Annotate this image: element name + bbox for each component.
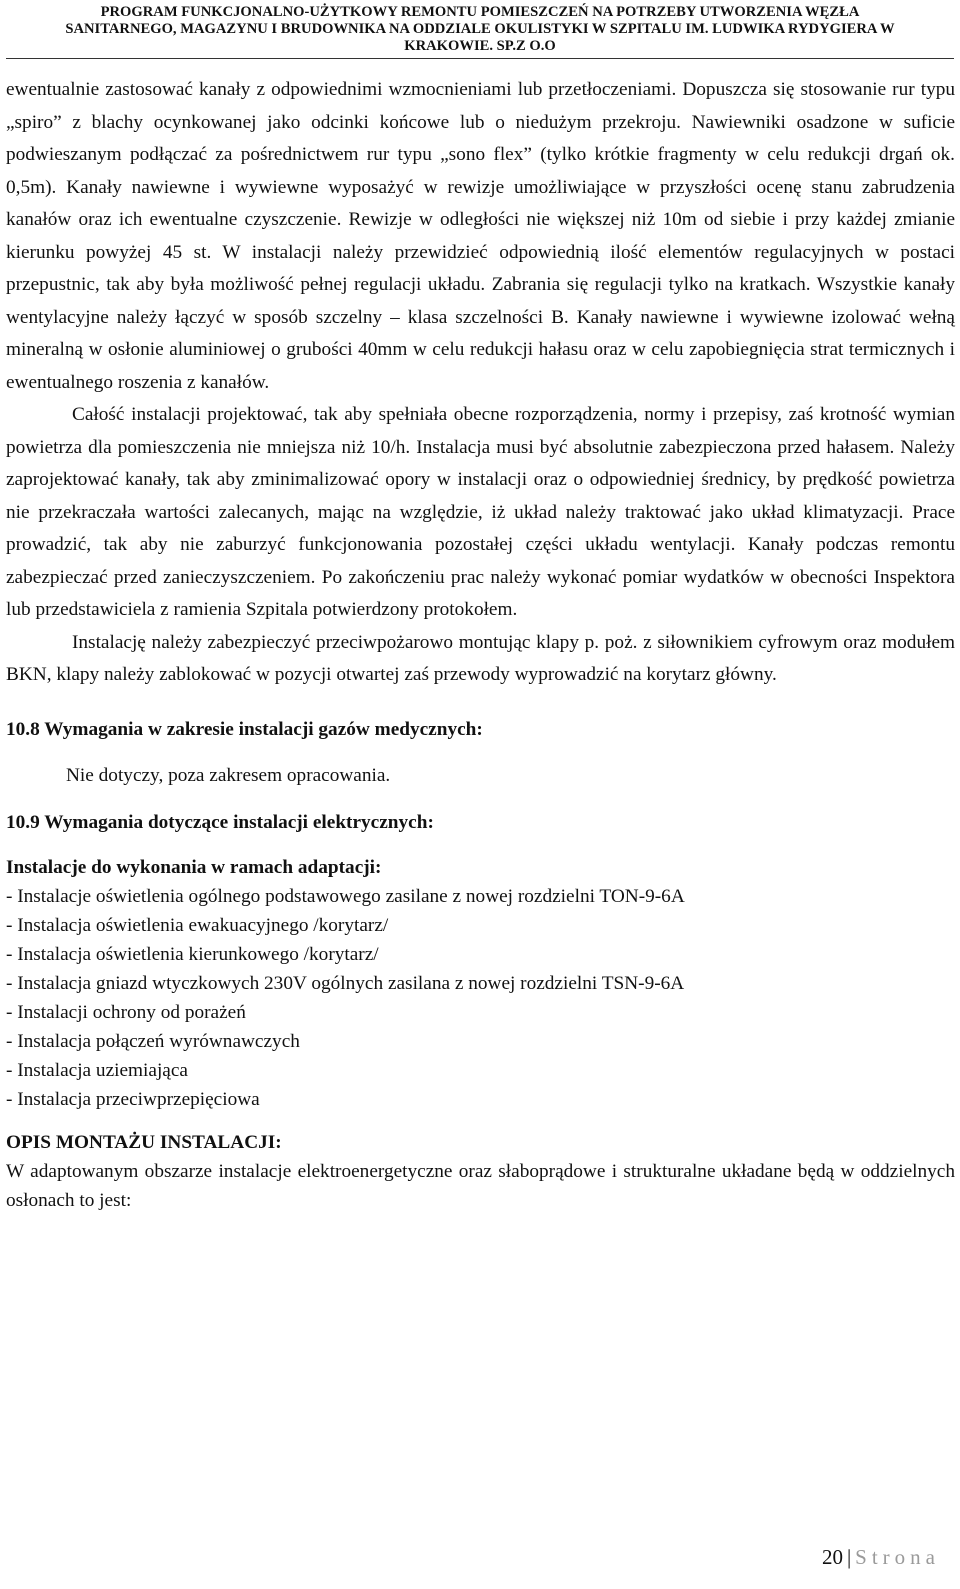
list-item: - Instalacja uziemiająca <box>6 1060 188 1081</box>
list-item: - Instalacja oświetlenia ewakuacyjnego /korytarz/ <box>6 915 389 936</box>
page-label: Strona <box>855 1545 940 1569</box>
subheading-montage: OPIS MONTAŻU INSTALACJI: <box>6 1132 282 1153</box>
paragraph-fire-protection: Instalację należy zabezpieczyć przeciwpożarowo montując klapy p. poż. z siłownikiem cyfrowym oraz modułem BKN, klapy należy zablokować w pozycji otwartej zaś przewody wyprowadzić na korytarz główny. <box>6 631 955 685</box>
section-heading-10-9: 10.9 Wymagania dotyczące instalacji elektrycznych: <box>6 811 434 833</box>
paragraph-installation-design: Całość instalacji projektować, tak aby spełniała obecne rozporządzenia, normy i przepisy, zaś krotność wymian powietrza dla pomieszczenia nie mniejsza niż 10/h. Instalacja musi być absolutnie zabezpieczona przed hałasem. Należy zaprojektować kanały, tak aby zminimalizować opory w instalacji oraz o odpowiedniej średnicy, by prędkość powietrza nie przekraczała wartości zalecanych, mając na względzie, iż układ należy traktować jako układ klimatyzacji. Prace prowadzić, tak aby nie zaburzyć funkcjonowania pozostałej części układu wentylacji. Kanały podczas remontu zabezpieczać przed zanieczyszczeniem. Po zakończeniu prac należy wykonać pomiar wydatków w obecności Inspektora lub przedstawiciela z ramienia Szpitala potwierdzony protokołem. <box>6 404 955 620</box>
paragraph-ventilation-ducts: ewentualnie zastosować kanały z odpowiednimi wzmocnieniami lub przetłoczeniami. Dopuszcza się stosowanie rur typu „spiro” z blachy ocynkowanej jako odcinki końcowe lub o niedużym przekroju. Nawiewniki osadzone w suficie podwieszanym podłączać za pośrednictwem rur typu „sono flex” (tylko krótkie fragmenty w celu redukcji drgań ok. 0,5m). Kanały nawiewne i wywiewne wyposażyć w rewizje umożliwiające w przyszłości ocenę stanu zabrudzenia kanałów oraz ich ewentualne czyszczenie. Rewizje w odległości nie większej niż 10m od siebie i przy każdej zmianie kierunku powyżej 45 st. W instalacji należy przewidzieć odpowiednią ilość elementów regulacyjnych w postaci przepustnic, tak aby była możliwość pełnej regulacji układu. Zabrania się regulacji tylko na kratkach. Wszystkie kanały wentylacyjne należy łączyć w sposób szczelny – klasa szczelności B. Kanały nawiewne i wywiewne izolować wełną mineralną w osłonie aluminiowej o grubości 40mm w celu redukcji hałasu oraz w celu zapobiegnięcia strat termicznych i ewentualnego roszenia z kanałów. <box>6 79 955 393</box>
section-heading-10-8: 10.8 Wymagania w zakresie instalacji gazów medycznych: <box>6 718 483 740</box>
header-divider <box>6 58 954 59</box>
list-item: - Instalacja przeciwprzepięciowa <box>6 1089 260 1110</box>
installations-list <box>6 882 955 1114</box>
list-item: - Instalacji ochrony od porażeń <box>6 1002 246 1023</box>
subheading-installations: Instalacje do wykonania w ramach adaptacji: <box>6 857 382 878</box>
document-header <box>20 4 940 55</box>
header-line-2: SANITARNEGO, MAGAZYNU I BRUDOWNIKA NA ODDZIALE OKULISTYKI W SZPITALU IM. LUDWIKA RYDYGIERA W <box>65 21 895 37</box>
footer-separator: | <box>846 1545 852 1569</box>
header-line-3: KRAKOWIE. SP.Z O.O <box>404 38 556 54</box>
section-10-8-text: Nie dotyczy, poza zakresem opracowania. <box>66 765 391 786</box>
document-body <box>6 74 955 1215</box>
page-footer <box>822 1542 940 1572</box>
list-item: - Instalacja gniazd wtyczkowych 230V ogólnych zasilana z nowej rozdzielni TSN-9-6A <box>6 973 685 994</box>
header-line-1: PROGRAM FUNKCJONALNO-UŻYTKOWY REMONTU POMIESZCZEŃ NA POTRZEBY UTWORZENIA WĘZŁA <box>100 4 860 20</box>
page-number: 20 <box>821 1545 843 1569</box>
list-item: - Instalacja połączeń wyrównawczych <box>6 1031 300 1052</box>
list-item: - Instalacja oświetlenia kierunkowego /korytarz/ <box>6 944 379 965</box>
list-item: - Instalacje oświetlenia ogólnego podstawowego zasilane z nowej rozdzielni TON-9-6A <box>6 886 685 907</box>
montage-text: W adaptowanym obszarze instalacje elektroenergetyczne oraz słaboprądowe i strukturalne układane będą w oddzielnych osłonach to jest: <box>6 1161 955 1211</box>
